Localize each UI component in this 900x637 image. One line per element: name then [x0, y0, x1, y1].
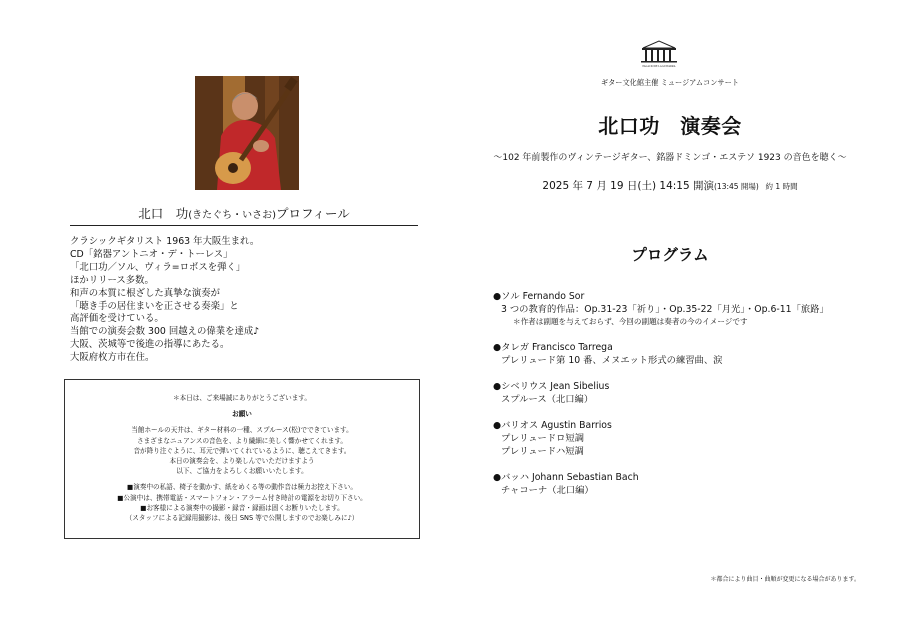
profile-line: 和声の本質に根ざした真摯な演奏が: [70, 287, 221, 299]
notice-hall-line: 当館ホールの天井は、ギター材料の一種、スプルース(松)でできています。: [131, 426, 353, 435]
doors-open-time: (13:45 開場): [714, 182, 759, 191]
venue-logo-icon: [637, 38, 681, 68]
performer-name: 北口 功: [138, 206, 189, 221]
profile-line: 高評価を受けている。: [70, 313, 164, 325]
program-item: [493, 419, 873, 458]
program-item: [493, 290, 873, 328]
profile-line: ほかリリース多数。: [70, 274, 154, 286]
notice-hall-line: 本日の演奏会を、より楽しんでいただけますよう: [169, 457, 315, 466]
program-heading: プログラム: [631, 246, 709, 264]
work-title: 3 つの教育的作品：Op.31-23「祈り」・Op.35-22「月光」・Op.6-11「旅路」: [501, 304, 829, 315]
profile-line: 大阪府枚方市在住。: [70, 352, 155, 364]
notice-hall-line: 音が降り注ぐように、耳元で弾いてくれているように、聴こえてきます。: [133, 446, 351, 455]
program-change-footnote: ＊都合により曲目・曲順が変更になる場合があります。: [710, 576, 860, 583]
notice-rule: ■お客様による演奏中の撮影・録音・録画は固くお断りいたします。: [140, 503, 344, 512]
profile-line: 大阪、茨城等で後進の指導にあたる。: [70, 339, 230, 351]
concert-duration: 約 1 時間: [765, 182, 798, 191]
organizer-line: ギター文化館主催 ミュージアムコンサート: [601, 78, 739, 87]
program-item: [493, 471, 873, 497]
profile-line: CD「銘器アントニオ・デ・トーレス」: [70, 248, 233, 260]
profile-heading-suffix: プロフィール: [276, 206, 350, 221]
performer-name-reading: (きたぐち・いさお): [188, 210, 277, 221]
work-title: プレリュードハ短調: [501, 446, 584, 457]
work-title: チャコーナ（北口編）: [501, 485, 594, 496]
profile-line: 当館での演奏会数 300 回越えの偉業を達成♪: [70, 326, 260, 338]
program-item: [493, 341, 873, 367]
profile-line: 「北口功／ソル、ヴィラ=ロボスを弾く」: [70, 261, 246, 273]
program-list: [493, 290, 873, 510]
profile-line: クラシックギタリスト 1963 年大阪生まれ。: [70, 236, 260, 247]
work-title: プレリュードロ短調: [501, 433, 585, 444]
profile-text: [70, 236, 420, 365]
program-item: [493, 380, 873, 406]
profile-heading: [70, 204, 418, 222]
notice-rule: ■公演中は、携帯電話・スマートフォン・アラーム付き時計の電源をお切り下さい。: [117, 493, 367, 502]
concert-title: 北口功 演奏会: [598, 114, 742, 138]
concert-subtitle: ～102 年前製作のヴィンテージギター、銘器ドミンゴ・エステソ 1923 の音色を聴く～: [493, 153, 847, 163]
performer-photo: [195, 76, 299, 190]
composer-name: ●ソル Fernando Sor: [493, 291, 585, 302]
notice-rule: ■演奏中の私語、椅子を動かす、紙をめくる等の動作音は極力お控え下さい。: [127, 483, 357, 492]
work-note: ＊作者は副題を与えておらず、今回の副題は奏者の今のイメージです: [513, 317, 748, 326]
composer-name: ●シベリウス Jean Sibelius: [493, 381, 610, 392]
notice-hall-line: 以下、ご協力をよろしくお願いいたします。: [176, 467, 308, 476]
logo-text: PALACIO DE LA GUITARRA: [642, 65, 676, 68]
profile-divider: [70, 225, 418, 226]
notice-greeting: ＊本日は、ご来場誠にありがとうございます。: [173, 394, 311, 402]
work-title: プレリュード第 10 番、メヌエット形式の練習曲、涙: [501, 355, 723, 366]
notice-request-title: お願い: [232, 410, 252, 419]
notice-rule: （スタッフによる記録用撮影は、後日 SNS 等で公開しますのでお楽しみに♪）: [125, 514, 359, 523]
composer-name: ●バッハ Johann Sebastian Bach: [493, 472, 639, 483]
work-title: スプルース（北口編）: [501, 394, 594, 405]
concert-datetime: [470, 178, 870, 193]
profile-line: 「聴き手の居住まいを正させる奏楽」と: [70, 300, 239, 312]
notice-box: [64, 379, 420, 539]
composer-name: ●バリオス Agustin Barrios: [493, 420, 612, 431]
composer-name: ●タレガ Francisco Tarrega: [493, 342, 613, 353]
concert-date: 2025 年 7 月 19 日(土) 14:15 開演: [542, 180, 714, 192]
notice-hall-line: さまざまなニュアンスの音色を、より繊細に美しく響かせてくれます。: [136, 436, 347, 445]
